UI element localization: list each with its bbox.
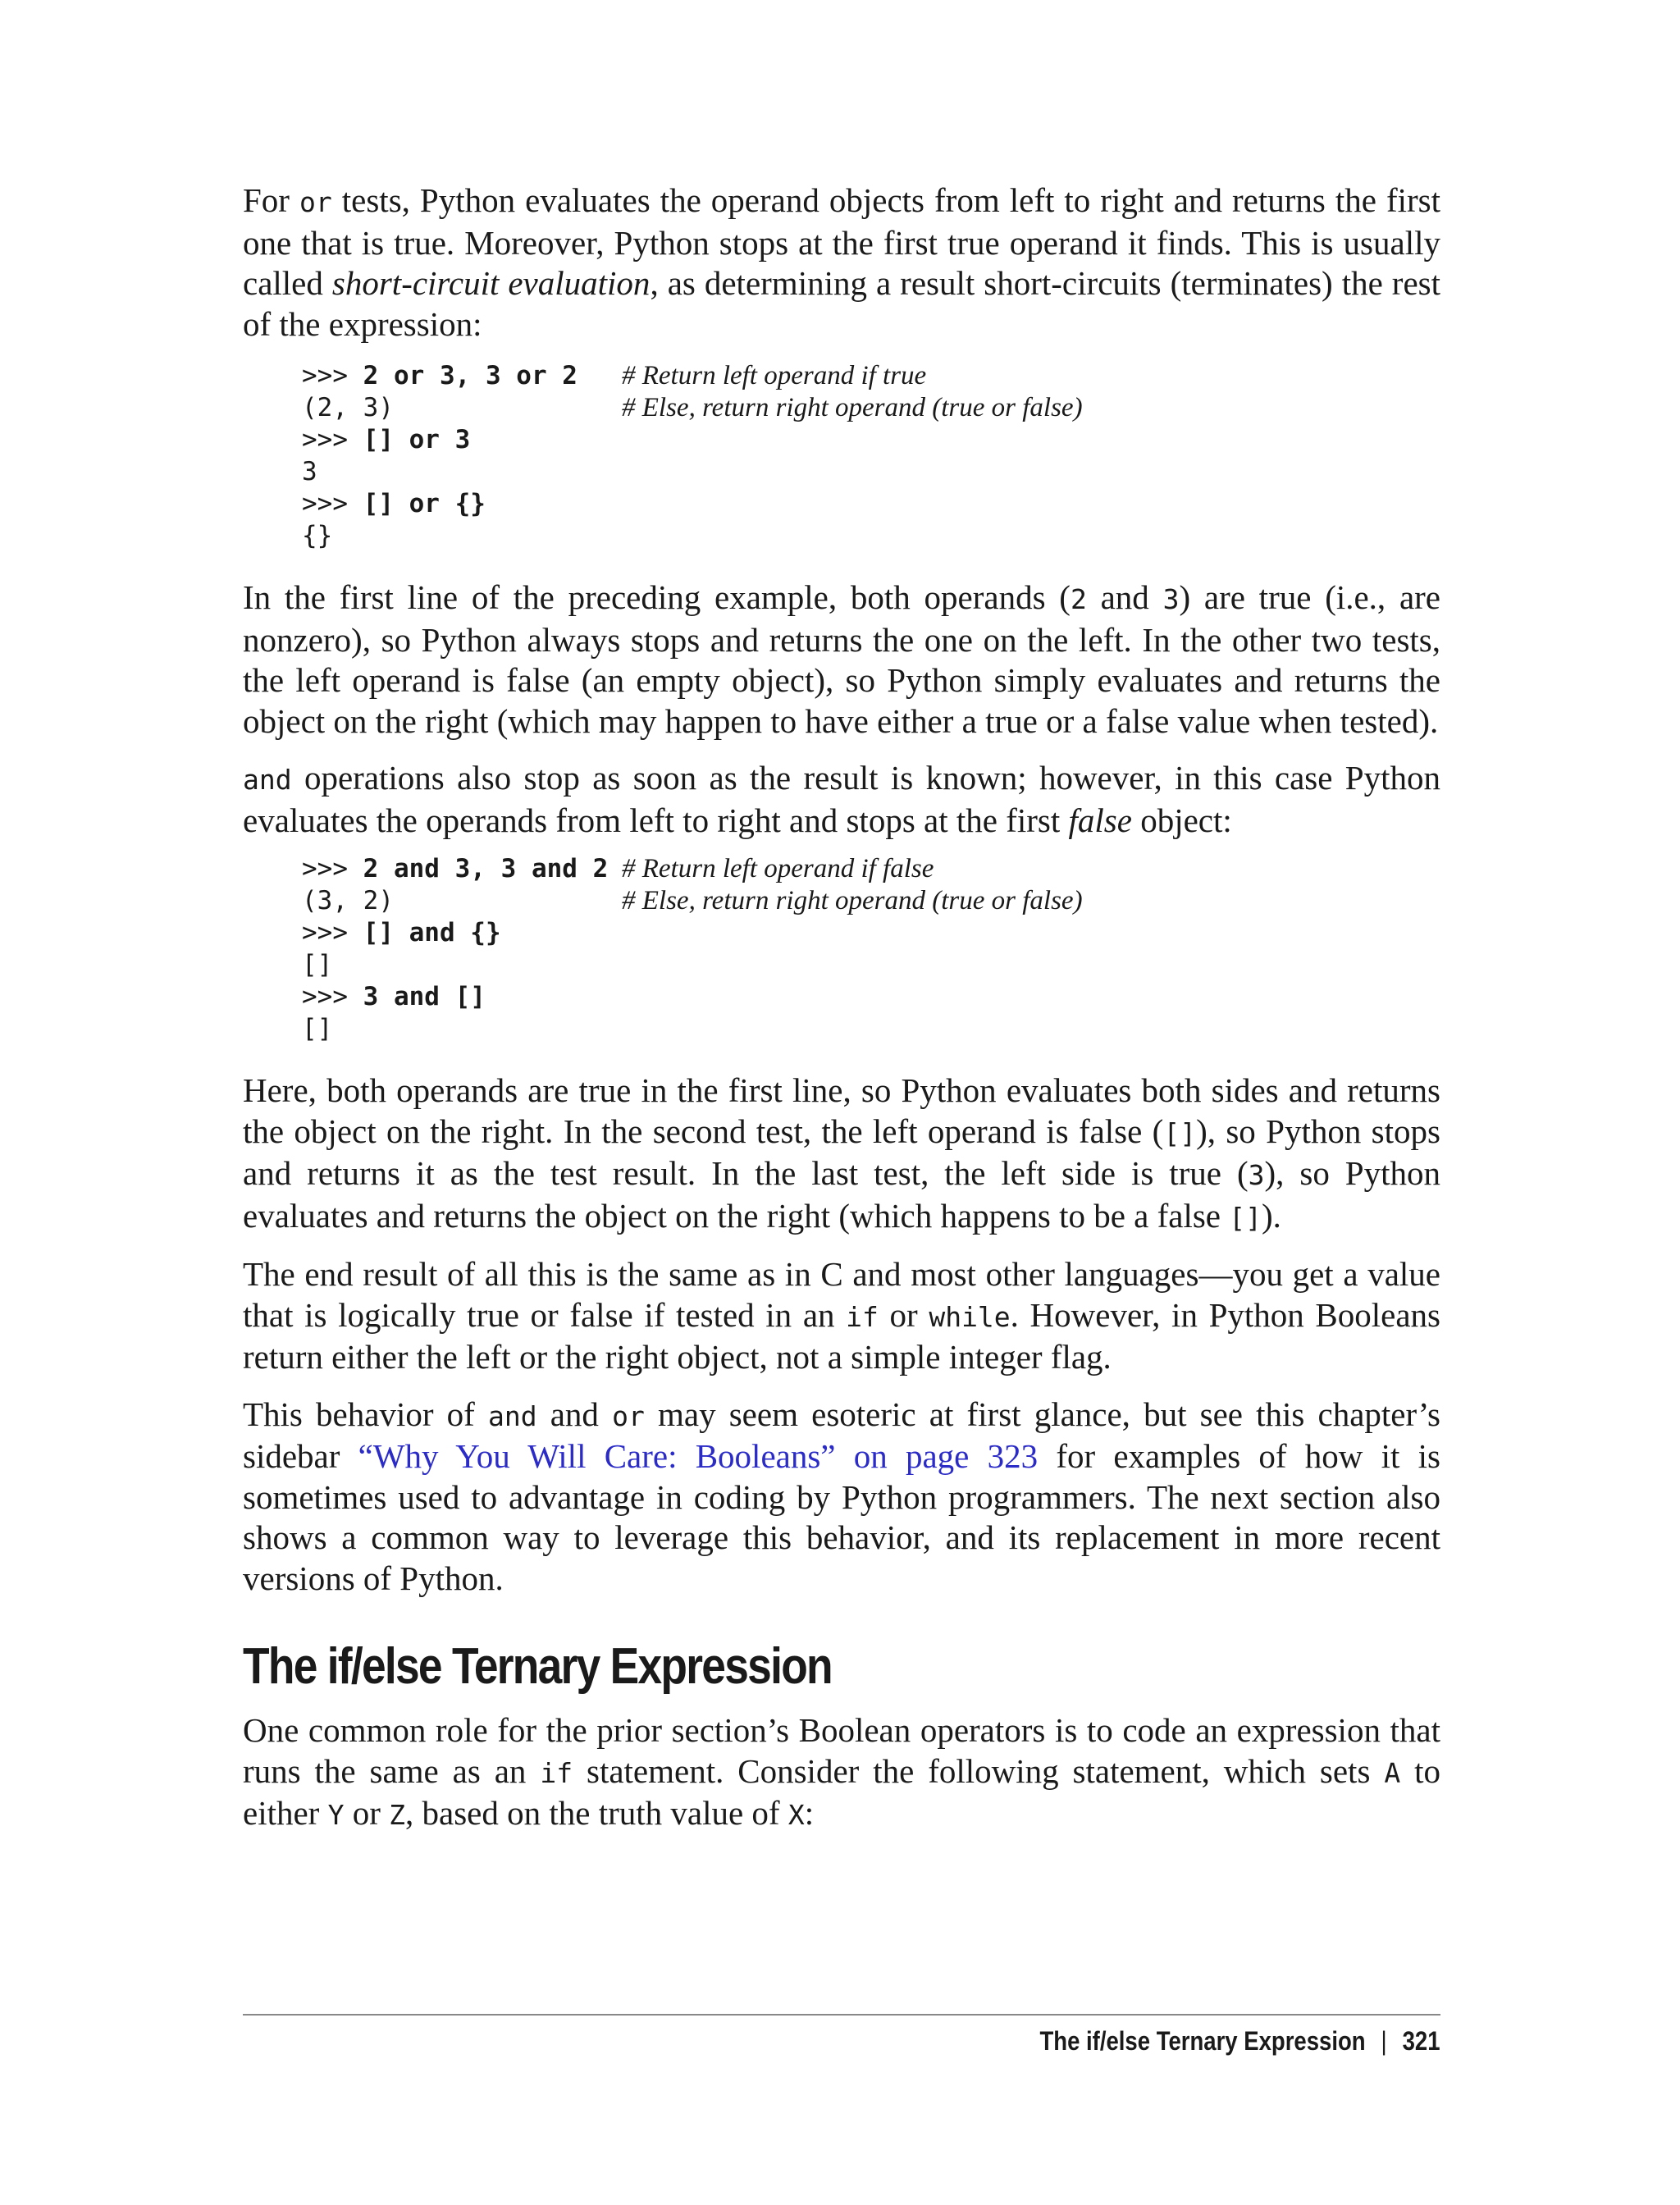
code-output: [] [302,1014,333,1043]
running-title: The if/else Ternary Expression [1039,2026,1367,2056]
emphasis: false [1068,801,1132,839]
inline-code: while [929,1300,1011,1333]
code-line [302,950,1440,982]
code-input: [] or {} [363,489,486,518]
inline-code: if [846,1300,879,1333]
paragraph-first-line-explanation: In the first line of the preceding example, both operands (2 and 3) are true (i.e., are nonzero), so Python always stops and returns the one on the left. In the other two tests, the left operand is false (an empty object), so Python simply evaluates and returns the object on the right (which may happen to have either a true or a false value when tested). [243,578,1440,740]
inline-code: A [1384,1756,1401,1789]
code-line [302,1014,1440,1046]
inline-code: X [788,1799,805,1831]
code-line [302,982,1440,1014]
section-heading: The if/else Ternary Expression [243,1638,832,1695]
prompt: >>> [302,361,363,390]
page-footer [1040,2026,1440,2057]
code-line [302,854,1440,886]
sidebar-link[interactable]: “Why You Will Care: Booleans” on page 323 [358,1437,1039,1475]
code-input: 2 or 3, 3 or 2 [363,361,578,390]
paragraph-ternary-intro: One common role for the prior section’s Boolean operators is to code an expression that runs the same as an if statement. Consider the following statement, which sets A to either Y or Z, based on the truth value of X: [243,1711,1440,1832]
code-text [302,886,622,915]
code-comment: # Return left operand if false [622,854,934,883]
code-line [302,425,1440,457]
inline-code: Z [389,1799,405,1831]
code-line [302,521,1440,553]
code-input: [] or 3 [363,425,471,454]
code-line [302,918,1440,950]
inline-code: [] [1229,1201,1262,1234]
code-comment: # Return left operand if true [622,361,927,390]
code-input: [] and {} [363,918,501,947]
code-block-or [302,361,1440,553]
code-text [302,457,622,486]
code-text [302,1014,622,1043]
page-number: 321 [1403,2026,1440,2056]
inline-code: or [612,1399,645,1432]
paragraph-both-true: Here, both operands are true in the first line, so Python evaluates both sides and returns the object on the right. In the second test, the left operand is false ([]), so Python stops and returns it as the test result. In the last test, the left side is true (3), so Python evaluates and returns the object on the right (which happens to be a false []). [243,1071,1440,1235]
paragraph-or-tests: For or tests, Python evaluates the operand objects from left to right and returns the first one that is true. Moreover, Python stops at the first true operand it finds. This is usually called short-circuit evaluation, as determining a result short-circuits (terminates) the rest of the expression: [243,181,1440,343]
code-text [302,950,622,979]
footer-separator: | [1381,2026,1388,2056]
inline-code: and [487,1399,537,1432]
prompt: >>> [302,489,363,518]
paragraph-end-result: The end result of all this is the same as in C and most other languages—you get a value that is logically true or false if tested in an if or while. However, in Python Booleans return either the left or the right object, not a simple integer flag. [243,1255,1440,1376]
code-output: [] [302,950,333,979]
prompt: >>> [302,425,363,454]
code-text [302,982,622,1011]
code-line [302,457,1440,489]
code-text [302,393,622,422]
code-output: (3, 2) [302,886,394,915]
code-block-and [302,854,1440,1046]
inline-code: 2 [1070,583,1087,615]
code-text [302,918,622,947]
code-comment: # Else, return right operand (true or false) [622,393,1083,422]
code-output: 3 [302,457,317,486]
code-input: 2 and 3, 3 and 2 [363,854,609,883]
code-line [302,361,1440,393]
paragraph-and-operations: and operations also stop as soon as the result is known; however, in this case Python evaluates the operands from left to right and stops at the first false object: [243,759,1440,839]
emphasis: short-circuit evaluation [331,264,651,302]
inline-code: or [299,186,332,218]
code-output: {} [302,521,333,550]
code-input: 3 and [] [363,982,486,1011]
code-text [302,521,622,550]
prompt: >>> [302,918,363,947]
inline-code: and [243,764,292,796]
code-line [302,489,1440,521]
inline-code: 3 [1248,1159,1265,1191]
inline-code: [] [1163,1116,1197,1149]
code-text [302,425,622,454]
paragraph-behavior: This behavior of and and or may seem esoteric at first glance, but see this chapter’s sidebar “Why You Will Care: Booleans” on page 323 for examples of how it is sometimes used to advantage in coding by Python programmers. The next section also shows a common way to leverage this behavior, and its replacement in more recent versions of Python. [243,1395,1441,1597]
code-line [302,393,1440,425]
code-text [302,361,622,390]
footer-rule [243,2014,1440,2016]
prompt: >>> [302,854,363,883]
code-text [302,854,622,883]
prompt: >>> [302,982,363,1011]
code-text [302,489,622,518]
inline-code: 3 [1162,583,1180,615]
inline-code: if [540,1756,573,1789]
code-comment: # Else, return right operand (true or false) [622,886,1083,915]
code-output: (2, 3) [302,393,394,422]
code-line [302,886,1440,918]
inline-code: Y [327,1799,345,1831]
page-content [243,180,1440,1852]
